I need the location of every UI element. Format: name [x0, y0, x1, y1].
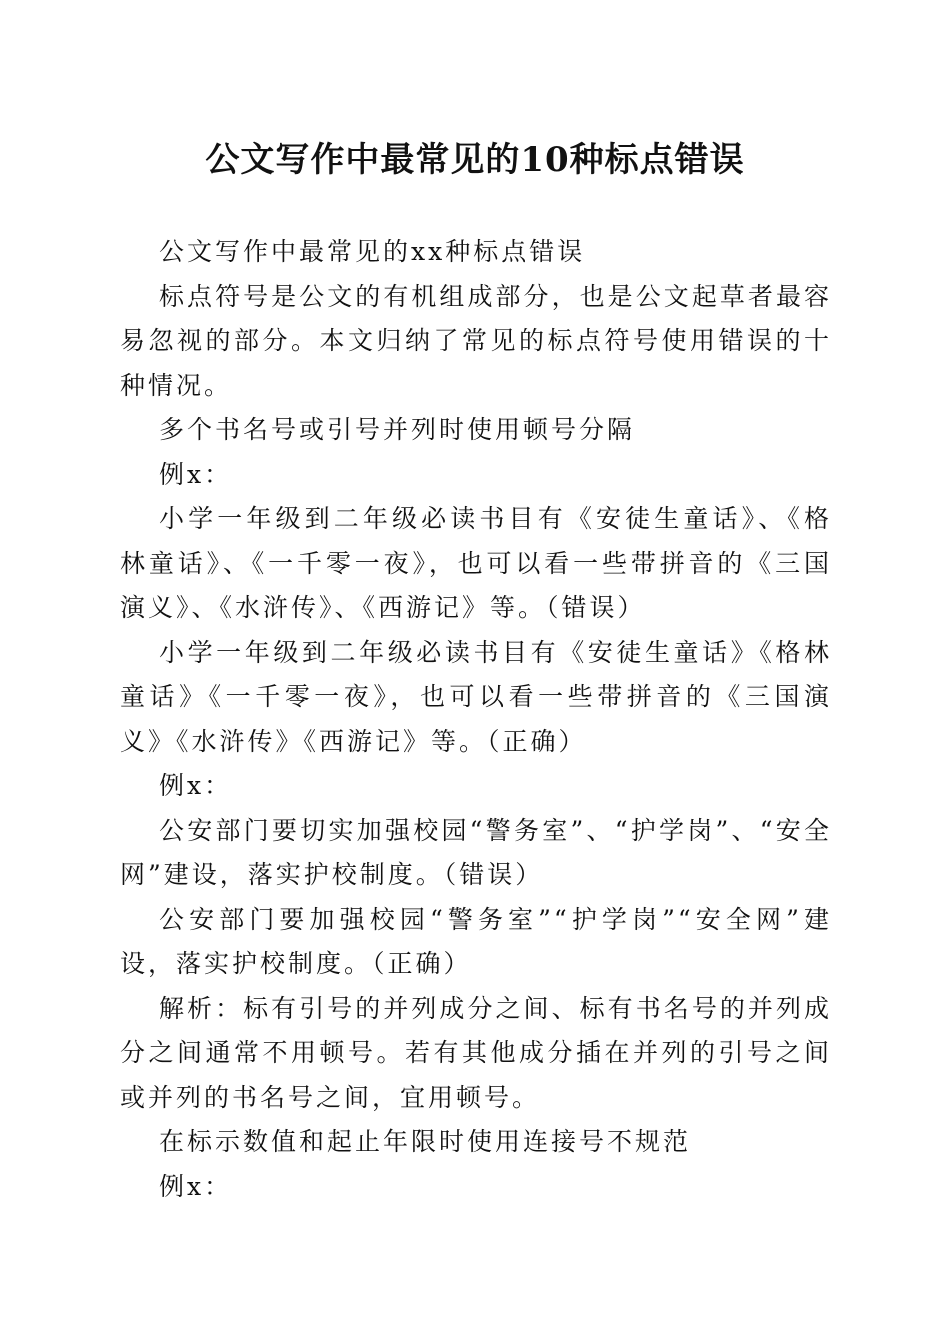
paragraph-heading-2: 在标示数值和起止年限时使用连接号不规范 [159, 1127, 692, 1156]
paragraph-heading-1: 多个书名号或引号并列时使用顿号分隔 [159, 415, 636, 444]
paragraph-example-wrong: 公安部门要切实加强校园“警务室”、“护学岗”、“安全网”建设，落实护校制度。（错误） [120, 815, 832, 889]
paragraph-example-label: 例x： [159, 771, 233, 800]
paragraph-intro: 标点符号是公文的有机组成部分，也是公文起草者最容易忽视的部分。本文归纳了常见的标点符号使用错误的十种情况。 [120, 281, 832, 400]
paragraph-example-correct: 小学一年级到二年级必读书目有《安徒生童话》《格林童话》《一千零一夜》，也可以看一些带拼音的《三国演义》《水浒传》《西游记》等。（正确） [120, 637, 832, 756]
paragraph-example-label: 例x： [159, 459, 233, 489]
paragraph-subtitle: 公文写作中最常见的xx种标点错误 [159, 237, 586, 266]
document-body [120, 230, 832, 1209]
document-title: 公文写作中最常见的10种标点错误 [205, 140, 745, 180]
paragraph-analysis: 解析：标有引号的并列成分之间、标有书名号的并列成分之间通常不用顿号。若有其他成分插在并列的引号之间或并列的书名号之间，宜用顿号。 [120, 993, 832, 1112]
paragraph-example-correct: 公安部门要加强校园“警务室”“护学岗”“安全网”建设，落实护校制度。（正确） [120, 904, 832, 978]
paragraph-example-label: 例x： [159, 1171, 233, 1201]
paragraph-example-wrong: 小学一年级到二年级必读书目有《安徒生童话》、《格林童话》、《一千零一夜》，也可以看一些带拼音的《三国演义》、《水浒传》、《西游记》等。（错误） [120, 504, 832, 622]
